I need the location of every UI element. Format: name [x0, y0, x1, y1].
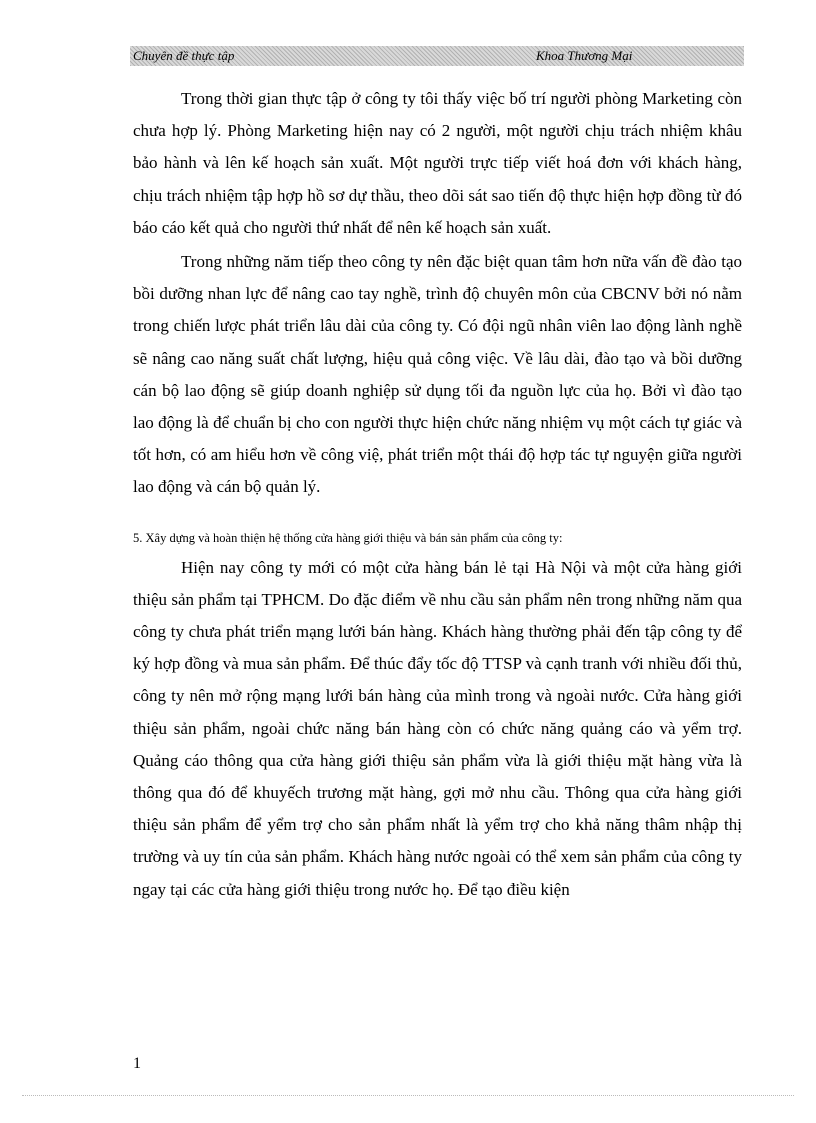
section-heading: 5. Xây dựng và hoàn thiện hệ thống cửa hàng giới thiệu và bán sản phẩm của công ty: [133, 530, 563, 545]
header-document-type: Chuyên đề thực tập [133, 48, 235, 63]
document-body [133, 83, 742, 906]
paragraph-store-network: Hiện nay công ty mới có một cửa hàng bán lẻ tại Hà Nội và một cửa hàng giới thiệu sản phẩm tại TPHCM. Do đặc điểm về nhu cầu sản phẩm nên trong những năm qua công ty chưa phát triển mạng lưới bán hàng. Khách hàng thường phải đến tập công ty để ký hợp đồng và mua sản phẩm. Để thúc đẩy tốc độ TTSP và cạnh tranh với nhiều đối thủ, công ty nên mở rộng mạng lưới bán hàng của mình trong và ngoài nước. Cửa hàng giới thiệu sản phẩm, ngoài chức năng bán hàng còn có chức năng quảng cáo và yểm trợ. Quảng cáo thông qua cửa hàng giới thiệu sản phẩm vừa là giới thiệu mặt hàng vừa là thông qua đó để khuyếch trương mặt hàng, gợi mở nhu cầu. Thông qua cửa hàng giới thiệu sản phẩm để yểm trợ cho sản phẩm nhất là yểm trợ cho khả năng thâm nhập thị trường và uy tín của sản phẩm. Khách hàng nước ngoài có thể xem sản phẩm của công ty ngay tại các cửa hàng giới thiệu trong nước họ. Để tạo điều kiện [133, 557, 742, 899]
header-faculty: Khoa Thương Mại [536, 48, 633, 63]
page-header [130, 46, 744, 66]
paragraph-training: Trong những năm tiếp theo công ty nên đặc biệt quan tâm hơn nữa vấn đề đào tạo bồi dưỡng nhan lực để nâng cao tay nghề, trình độ chuyên môn của CBCNV bởi nó nằm trong chiến lược phát triển lâu dài của công ty. Có đội ngũ nhân viên lao động lành nghề sẽ nâng cao năng suất chất lượng, hiệu quả công việc. Về lâu dài, đào tạo và bồi dưỡng cán bộ lao động sẽ giúp doanh nghiệp sử dụng tối đa nguồn lực của họ. Bởi vì đào tạo lao động là để chuẩn bị cho con người thực hiện chức năng nhiệm vụ một cách tự giác và tốt hơn, có am hiểu hơn về công việ, phát triển một thái độ hợp tác tự nguyện giữa người lao động và cán bộ quản lý. [133, 252, 742, 497]
footer-divider [22, 1095, 794, 1096]
paragraph-marketing-staffing: Trong thời gian thực tập ở công ty tôi thấy việc bố trí người phòng Marketing còn chưa hợp lý. Phòng Marketing hiện nay có 2 người, một người chịu trách nhiệm khâu bảo hành và lên kế hoạch sản xuất. Một người trực tiếp viết hoá đơn với khách hàng, chịu trách nhiệm tập hợp hồ sơ dự thầu, theo dõi sát sao tiến độ thực hiện hợp đồng từ đó báo cáo kết quả cho người thứ nhất để nên kế hoạch sản xuất. [133, 89, 742, 237]
page-number: 1 [133, 1055, 141, 1072]
